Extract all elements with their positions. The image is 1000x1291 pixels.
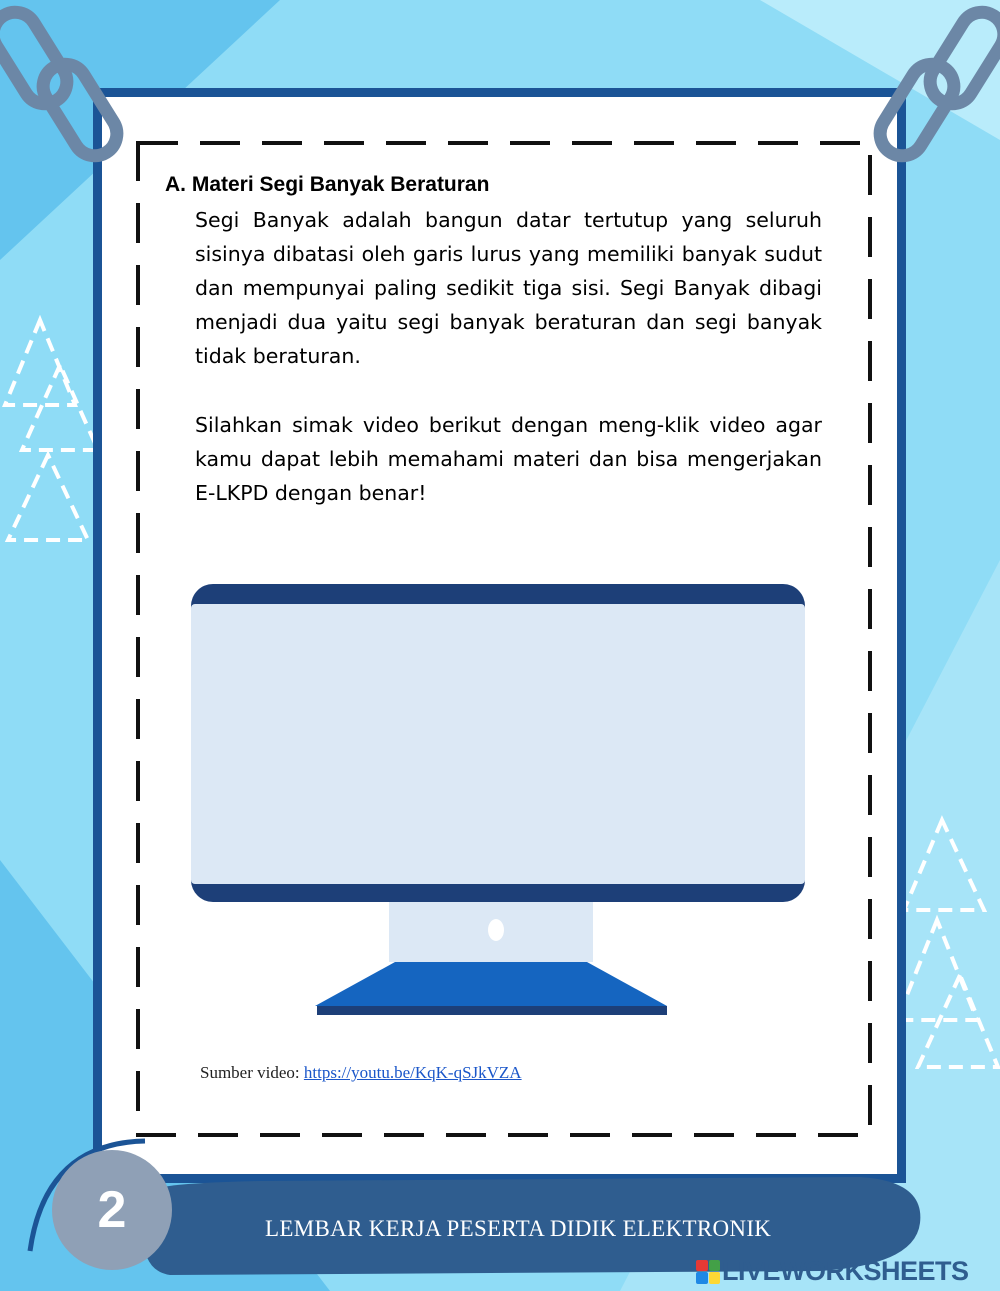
chain-link-icon (0, 0, 135, 175)
footer-title: LEMBAR KERJA PESERTA DIDIK ELEKTRONIK (265, 1216, 772, 1241)
liveworksheets-logo-text: LIVEWORKSHEETS (722, 1256, 969, 1286)
section-paragraph-definition: Segi Banyak adalah bangun datar tertutup yang seluruh sisinya dibatasi oleh garis lurus yang memiliki banyak sudut dan mempunyai paling sedikit tiga sisi. Segi Banyak dibagi menjadi dua yaitu segi banyak beraturan dan segi banyak tidak beraturan. (195, 208, 822, 368)
logo-square-red (696, 1260, 708, 1272)
chain-link-icon (865, 0, 1000, 175)
page-number-badge: 2 (52, 1150, 172, 1270)
liveworksheets-logo[interactable] (696, 1256, 969, 1287)
video-source (200, 1063, 522, 1083)
section-heading: A. Materi Segi Banyak Beraturan (165, 173, 490, 196)
dashed-triangle-icon (892, 815, 1000, 1075)
logo-square-yellow (709, 1272, 721, 1284)
section-paragraph-instruction: Silahkan simak video berikut dengan meng-klik video agar kamu dapat lebih memahami materi dan bisa mengerjakan E-LKPD dengan benar! (195, 413, 822, 505)
logo-square-blue (696, 1272, 708, 1284)
video-source-link[interactable]: https://youtu.be/KqK-qSJkVZA (303, 1063, 522, 1082)
liveworksheets-logo-icon (696, 1260, 720, 1284)
video-monitor[interactable] (185, 578, 810, 1023)
logo-square-green (709, 1260, 721, 1272)
video-source-label: Sumber video: (200, 1063, 304, 1082)
monitor-icon (191, 584, 805, 1015)
